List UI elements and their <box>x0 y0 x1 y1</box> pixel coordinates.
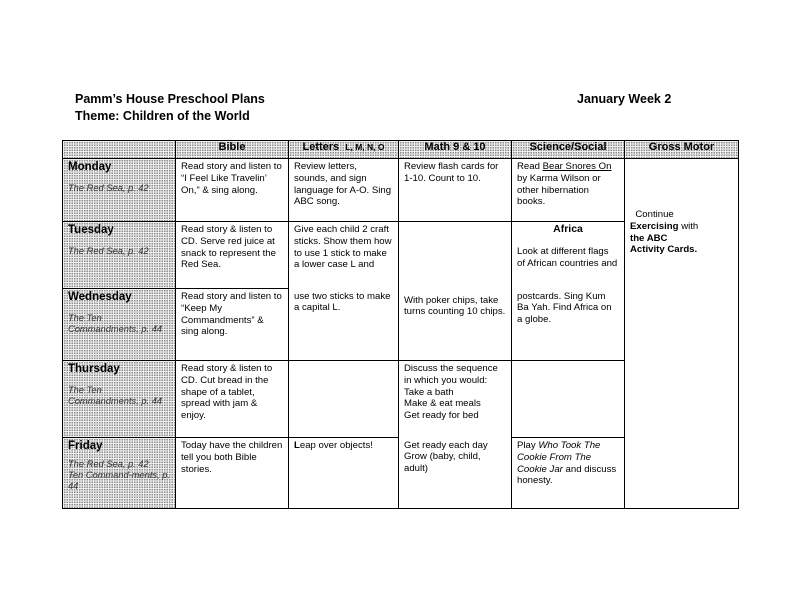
day-name: Wednesday <box>68 291 132 303</box>
day-cell-tuesday <box>63 222 176 289</box>
corner-cell <box>63 141 176 159</box>
theme-label: Theme: Children of the World <box>75 109 250 123</box>
bible-cell: Read story and listen to “I Feel Like Travelin’ On,” & sing along. <box>176 159 289 222</box>
science-cell <box>512 361 625 438</box>
col-header-bible: Bible <box>176 141 289 159</box>
day-cell-friday <box>63 438 176 509</box>
day-name: Tuesday <box>68 224 114 236</box>
math-line: Discuss the sequence in which you would: <box>404 363 498 386</box>
math-cell <box>399 222 512 289</box>
letters-cell: Give each child 2 craft sticks. Show them how to use 1 stick to make a lower case L and <box>289 222 399 289</box>
col-header-gross-motor: Gross Motor <box>625 141 739 159</box>
day-cell-monday <box>63 159 176 222</box>
math-line: Get ready for bed <box>404 410 479 422</box>
book-title: Bear Snores On <box>542 161 612 172</box>
table-row <box>63 159 739 222</box>
math-line: Take a bath <box>404 386 454 398</box>
science-cell <box>512 222 625 289</box>
game-title: Who Took The Cookie From The Cookie Jar <box>517 440 601 475</box>
gross-text-bold: the ABC <box>630 232 668 244</box>
math-cell: Review flash cards for 1-10. Count to 10. <box>399 159 512 222</box>
math-line: Grow (baby, child, adult) <box>404 451 481 475</box>
lesson-plan-table <box>62 140 739 509</box>
col-header-letters <box>289 141 399 159</box>
day-reference: The Red Sea, p. 42 <box>68 458 149 469</box>
bible-cell: Read story & listen to CD. Serve red juice at snack to represent the Red Sea. <box>176 222 289 289</box>
letters-cell <box>289 361 399 438</box>
africa-heading: Africa <box>553 223 583 235</box>
science-text: Play <box>517 440 536 451</box>
math-text: With poker chips, take turns counting 10 chips. <box>404 294 506 318</box>
day-name: Friday <box>68 440 103 452</box>
letters-cell: use two sticks to make a capital L. <box>289 289 399 361</box>
day-name: Monday <box>68 161 112 173</box>
week-label: January Week 2 <box>577 92 672 106</box>
col-header-letters-label: Letters <box>302 141 340 153</box>
day-reference-2: Ten Command-ments, p. 44 <box>68 469 170 491</box>
bible-cell: Read story and listen to “Keep My Commandments” & sing along. <box>176 289 289 361</box>
day-cell-wednesday <box>63 289 176 361</box>
day-name: Thursday <box>68 363 120 375</box>
day-reference: The Red Sea, p. 42 <box>68 245 149 256</box>
letters-initial: L <box>294 440 300 451</box>
col-header-math: Math 9 & 10 <box>399 141 512 159</box>
col-header-science: Science/Social <box>512 141 625 159</box>
science-cell <box>512 159 625 222</box>
gross-text: with <box>681 220 699 232</box>
math-line: Make & eat meals <box>404 398 481 410</box>
day-reference: The Red Sea, p. 42 <box>68 182 149 193</box>
gross-text-bold: Activity Cards. <box>630 244 698 256</box>
math-line: Get ready each day <box>404 439 488 451</box>
science-cell <box>512 438 625 509</box>
science-text: and discuss honesty. <box>517 463 617 487</box>
day-reference: The Ten Commandments, p. 44 <box>68 312 163 334</box>
science-text: Read <box>517 161 540 172</box>
day-cell-thursday <box>63 361 176 438</box>
day-reference: The Ten Commandments, p. 44 <box>68 384 163 406</box>
bible-cell: Read story & listen to CD. Cut bread in the shape of a tablet, spread with jam & enjoy. <box>176 361 289 438</box>
letters-text: eap over objects! <box>299 440 373 451</box>
math-cell <box>399 438 512 509</box>
gross-text: Continue <box>635 209 674 220</box>
letters-cell <box>289 438 399 509</box>
science-text: by Karma Wilson or other hibernation books. <box>517 172 601 208</box>
science-text: Look at different flags of African countries and <box>517 245 618 269</box>
page-title: Pamm’s House Preschool Plans <box>75 92 265 106</box>
science-cell: postcards. Sing Kum Ba Yah. Find Africa on a globe. <box>512 289 625 361</box>
math-cell <box>399 361 512 438</box>
gross-text-bold: Exercising <box>630 220 679 232</box>
letters-cell: Review letters, sounds, and sign language for A-O. Sing ABC song. <box>289 159 399 222</box>
gross-motor-cell <box>625 159 739 509</box>
col-header-letters-list: L, M, N, O <box>345 142 385 152</box>
math-cell <box>399 289 512 361</box>
bible-cell: Today have the children tell you both Bible stories. <box>176 438 289 509</box>
table-header-row <box>63 141 739 159</box>
